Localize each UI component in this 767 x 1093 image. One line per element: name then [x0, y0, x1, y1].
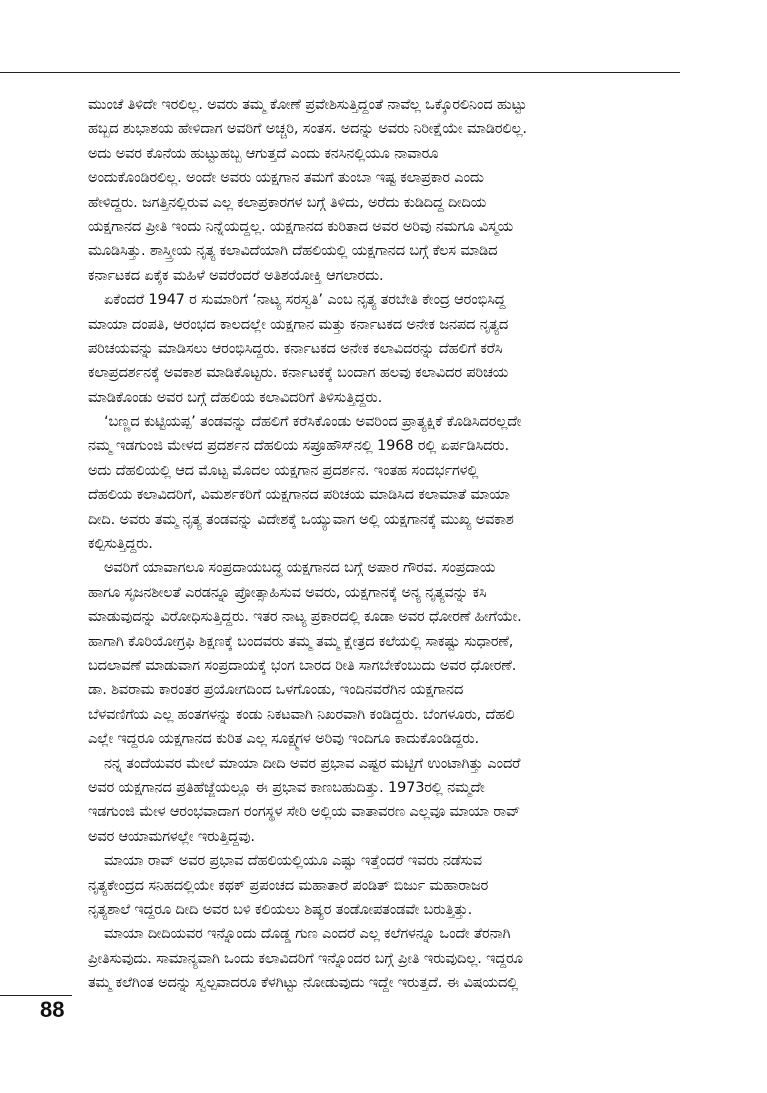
footer-rule: [0, 995, 72, 996]
text-line: ಮಾಯಾ ದಂಪತಿ, ಆರಂಭದ ಕಾಲದಲ್ಲೇ ಯಕ್ಷಗಾನ ಮತ್ತು ಕರ್ನಾಟಕದ ಅನೇಕ ಜನಪದ ನೃತ್ಯದ: [88, 315, 509, 333]
text-line: ತಮ್ಮ ಕಲೆಗಿಂತ ಅದನ್ನು ಸ್ವಲ್ಪವಾದರೂ ಕೆಳಗಿಟ್ಟು ನೋಡುವುದು ಇದ್ದೇ ಇರುತ್ತದೆ. ಈ ವಿಷಯದಲ್ಲಿ: [88, 974, 519, 992]
text-line: ಮೂಡಿಸಿತ್ತು. ಶಾಸ್ತ್ರೀಯ ನೃತ್ಯ ಕಲಾವಿದೆಯಾಗಿ ದೆಹಲಿಯಲ್ಲಿ ಯಕ್ಷಗಾನದ ಬಗ್ಗೆ ಕೆಲಸ ಮಾಡಿದ: [88, 242, 498, 260]
text-line: ಮಾಡುವುದನ್ನು ವಿರೋಧಿಸುತ್ತಿದ್ದರು. ಇತರ ನಾಟ್ಯ ಪ್ರಕಾರದಲ್ಲಿ ಕೂಡಾ ಅವರ ಧೋರಣೆ ಹೀಗೆಯೇ.: [88, 608, 522, 626]
text-line: ಪರಿಚಯವನ್ನು ಮಾಡಿಸಲು ಆರಂಭಿಸಿದ್ದರು. ಕರ್ನಾಟಕದ ಅನೇಕ ಕಲಾವಿದರನ್ನು ದೆಹಲಿಗೆ ಕರೆಸಿ: [88, 339, 503, 357]
text-line: ‘ಬಣ್ಣದ ಕುಟ್ಟಿಯಪ್ಪ’ ತಂಡವನ್ನು ದೆಹಲಿಗೆ ಕರೆಸಿಕೊಂಡು ಅವರಿಂದ ಪ್ರಾತ್ಯಕ್ಷಿಕೆ ಕೊಡಿಸಿದರಲ್ಲದೇ: [104, 413, 522, 431]
text-line: ಹೇಳಿದ್ದರು. ಜಗತ್ತಿನಲ್ಲಿರುವ ಎಲ್ಲ ಕಲಾಪ್ರಕಾರಗಳ ಬಗ್ಗೆ ತಿಳಿದು, ಅರೆದು ಕುಡಿದಿದ್ದ ದೀದಿಯ: [88, 193, 487, 211]
text-line: ಕಲಾಪ್ರದರ್ಶನಕ್ಕೆ ಅವಕಾಶ ಮಾಡಿಕೊಟ್ಟರು. ಕರ್ನಾಟಕಕ್ಕೆ ಬಂದಾಗ ಹಲವು ಕಲಾವಿದರ ಪರಿಚಯ: [88, 364, 509, 382]
text-line: ಎಲ್ಲೇ ಇದ್ದರೂ ಯಕ್ಷಗಾನದ ಕುರಿತ ಎಲ್ಲ ಸೂಕ್ಷ್ಮಗಳ ಅರಿವು ಇಂದಿಗೂ ಕಾದುಕೊಂಡಿದ್ದರು.: [88, 730, 479, 748]
page-number: 88: [40, 997, 65, 1022]
text-line: ಬದಲಾವಣೆ ಮಾಡುವಾಗ ಸಂಪ್ರದಾಯಕ್ಕೆ ಭಂಗ ಬಾರದ ರೀತಿ ಸಾಗಬೇಕೆಂಬುದು ಅವರ ಧೋರಣೆ.: [88, 656, 517, 674]
text-line: ಅದು ದೆಹಲಿಯಲ್ಲಿ ಆದ ಮೊಟ್ಟ ಮೊದಲ ಯಕ್ಷಗಾನ ಪ್ರದರ್ಶನ. ಇಂತಹ ಸಂದರ್ಭಗಳಲ್ಲಿ: [88, 461, 479, 479]
text-line: ಅವರ ಆಯಾಮಗಳಲ್ಲೇ ಇರುತ್ತಿದ್ದವು.: [88, 827, 255, 845]
text-line: ಮಾಯಾ ದೀದಿಯವರ ಇನ್ನೊಂದು ದೊಡ್ಡ ಗುಣ ಎಂದರೆ ಎಲ್ಲ ಕಲೆಗಳನ್ನೂ ಒಂದೇ ತೆರನಾಗಿ: [104, 925, 511, 943]
text-line: ಅವರ ಯಕ್ಷಗಾನದ ಪ್ರತಿಹೆಜ್ಜೆಯಲ್ಲೂ ಈ ಪ್ರಭಾವ ಕಾಣಬಹುದಿತ್ತು. 1973ರಲ್ಲಿ ನಮ್ಮದೇ: [88, 778, 485, 796]
text-line: ಮುಂಚೆ ತಿಳಿದೇ ಇರಲಿಲ್ಲ. ಅವರು ತಮ್ಮ ಕೋಣೆ ಪ್ರವೇಶಿಸುತ್ತಿದ್ದಂತೆ ನಾವೆಲ್ಲ ಒಕ್ಕೊರಲಿನಿಂದ ಹುಟ್ಟು: [88, 96, 527, 113]
text-line: ನಮ್ಮ ಇಡಗುಂಜಿ ಮೇಳದ ಪ್ರದರ್ಶನ ದೆಹಲಿಯ ಸಪ್ರೂಹೌಸ್‌ನಲ್ಲಿ 1968 ರಲ್ಲಿ ಏರ್ಪಡಿಸಿದರು.: [88, 437, 509, 455]
text-line: ಅದು ಅವರ ಕೊನೆಯ ಹುಟ್ಟುಹಬ್ಬ ಆಗುತ್ತದೆ ಎಂದು ಕನಸಿನಲ್ಲಿಯೂ ನಾವಾರೂ: [88, 144, 439, 162]
text-line: ಯಕ್ಷಗಾನದ ಪ್ರೀತಿ ಇಂದು ನಿನ್ನೆಯದ್ದಲ್ಲ. ಯಕ್ಷಗಾನದ ಕುರಿತಾದ ಅವರ ಅರಿವು ನಮಗೂ ವಿಸ್ಮಯ: [88, 217, 514, 235]
text-line: ಹಾಗಾಗಿ ಕೊರಿಯೋಗ್ರಫಿ ಶಿಕ್ಷಣಕ್ಕೆ ಬಂದವರು ತಮ್ಮ ತಮ್ಮ ಕ್ಷೇತ್ರದ ಕಲೆಯಲ್ಲಿ ಸಾಕಷ್ಟು ಸುಧಾರಣೆ,: [88, 632, 514, 650]
text-line: ಕಲ್ಪಿಸುತ್ತಿದ್ದರು.: [88, 535, 153, 553]
text-line: ಹಬ್ಬದ ಶುಭಾಶಯ ಹೇಳಿದಾಗ ಅವರಿಗೆ ಅಚ್ಚರಿ, ಸಂತಸ. ಅದನ್ನು ಅವರು ನಿರೀಕ್ಷೆಯೇ ಮಾಡಿರಲಿಲ್ಲ.: [88, 120, 527, 138]
text-line: ಹಾಗೂ ಸೃಜನಶೀಲತೆ ಎರಡನ್ನೂ ಪ್ರೋತ್ಸಾಹಿಸುವ ಅವರು, ಯಕ್ಷಗಾನಕ್ಕೆ ಅನ್ಯ ನೃತ್ಯವನ್ನು ಕಸಿ: [88, 583, 487, 601]
text-line: ದೀದಿ. ಅವರು ತಮ್ಮ ನೃತ್ಯ ತಂಡವನ್ನು ವಿದೇಶಕ್ಕೆ ಒಯ್ಯುವಾಗ ಅಲ್ಲಿ ಯಕ್ಷಗಾನಕ್ಕೆ ಮುಖ್ಯ ಅವಕಾಶ: [88, 510, 514, 528]
text-line: ಮಾಯಾ ರಾವ್ ಅವರ ಪ್ರಭಾವ ದೆಹಲಿಯಲ್ಲಿಯೂ ಎಷ್ಟು ಇತ್ತೆಂದರೆ ಇವರು ನಡೆಸುವ: [104, 852, 482, 870]
text-line: ದೆಹಲಿಯ ಕಲಾವಿದರಿಗೆ, ವಿಮರ್ಶಕರಿಗೆ ಯಕ್ಷಗಾನದ ಪರಿಚಯ ಮಾಡಿಸಿದ ಕಲಾಮಾತೆ ಮಾಯಾ: [88, 486, 510, 504]
body-text: [88, 93, 680, 995]
text-line: ನನ್ನ ತಂದೆಯವರ ಮೇಲೆ ಮಾಯಾ ದೀದಿ ಅವರ ಪ್ರಭಾವ ಎಷ್ಟರ ಮಟ್ಟಿಗೆ ಉಂಟಾಗಿತ್ತು ಎಂದರೆ: [104, 754, 521, 772]
text-line: ಕರ್ನಾಟಕದ ಏಕೈಕ ಮಹಿಳೆ ಅವರೆಂದರೆ ಅತಿಶಯೋಕ್ತಿ ಆಗಲಾರದು.: [88, 266, 384, 284]
text-line: ಪ್ರೀತಿಸುವುದು. ಸಾಮಾನ್ಯವಾಗಿ ಒಂದು ಕಲಾವಿದರಿಗೆ ಇನ್ನೊಂದರ ಬಗ್ಗೆ ಪ್ರೀತಿ ಇರುವುದಿಲ್ಲ. ಇದ್ದರೂ: [88, 949, 523, 967]
header-rule: [0, 72, 680, 73]
text-line: ನೃತ್ಯಕೇಂದ್ರದ ಸನಿಹದಲ್ಲಿಯೇ ಕಥಕ್ ಪ್ರಪಂಚದ ಮಹಾತಾರೆ ಪಂಡಿತ್ ಬಿರ್ಜು ಮಹಾರಾಜರ: [88, 876, 489, 894]
text-line: ಇಡಗುಂಜಿ ಮೇಳ ಆರಂಭವಾದಾಗ ರಂಗಸ್ಥಳ ಸೇರಿ ಅಲ್ಲಿಯ ವಾತಾವರಣ ಎಲ್ಲವೂ ಮಾಯಾ ರಾವ್: [88, 803, 520, 821]
text-line: ಡಾ. ಶಿವರಾಮ ಕಾರಂತರ ಪ್ರಯೋಗದಿಂದ ಒಳಗೊಂಡು, ಇಂದಿನವರೆಗಿನ ಯಕ್ಷಗಾನದ: [88, 681, 464, 699]
text-line: ಅವರಿಗೆ ಯಾವಾಗಲೂ ಸಂಪ್ರದಾಯಬದ್ಧ ಯಕ್ಷಗಾನದ ಬಗ್ಗೆ ಅಪಾರ ಗೌರವ. ಸಂಪ್ರದಾಯ: [104, 559, 496, 577]
text-line: ಮಾಡಿಕೊಂಡು ಅವರ ಬಗ್ಗೆ ದೆಹಲಿಯ ಕಲಾವಿದರಿಗೆ ತಿಳಿಸುತ್ತಿದ್ದರು.: [88, 388, 383, 406]
text-line: ಏಕೆಂದರೆ 1947 ರ ಸುಮಾರಿಗೆ ‘ನಾಟ್ಯ ಸರಸ್ವತಿ’ ಎಂಬ ನೃತ್ಯ ತರಬೇತಿ ಕೇಂದ್ರ ಆರಂಭಿಸಿದ್ದ: [104, 291, 506, 309]
text-line: ಬೆಳವಣಿಗೆಯ ಎಲ್ಲ ಹಂತಗಳನ್ನು ಕಂಡು ನಿಕಟವಾಗಿ ನಿಖರವಾಗಿ ಕಂಡಿದ್ದರು. ಬೆಂಗಳೂರು, ದೆಹಲಿ: [88, 705, 515, 723]
text-line: ನೃತ್ಯಶಾಲೆ ಇದ್ದರೂ ದೀದಿ ಅವರ ಬಳಿ ಕಲಿಯಲು ಶಿಷ್ಯರ ತಂಡೋಪತಂಡವೇ ಬರುತ್ತಿತ್ತು.: [88, 900, 473, 918]
text-line: ಅಂದುಕೊಂಡಿರಲಿಲ್ಲ. ಅಂದೇ ಅವರು ಯಕ್ಷಗಾನ ತಮಗೆ ತುಂಬಾ ಇಷ್ಟ ಕಲಾಪ್ರಕಾರ ಎಂದು: [88, 169, 484, 187]
